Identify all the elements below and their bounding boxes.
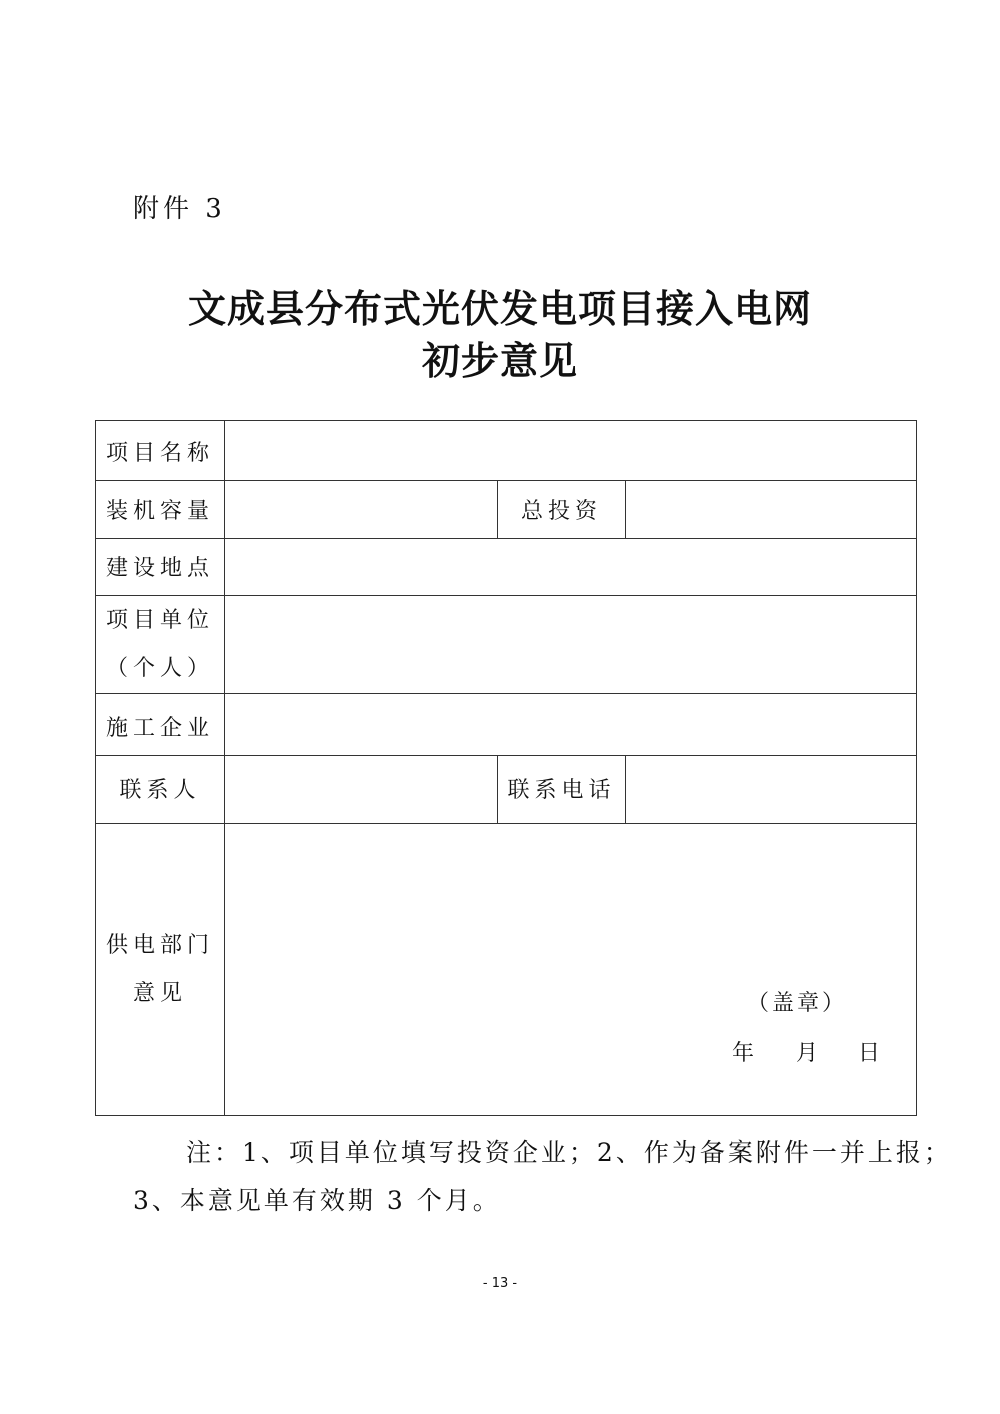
- capacity-label: 装机容量: [96, 481, 225, 539]
- note-line-1: 注：1、项目单位填写投资企业；2、作为备案附件一并上报；: [186, 1138, 952, 1167]
- total-investment-label: 总投资: [498, 481, 626, 539]
- date-line: [732, 1036, 880, 1067]
- document-subtitle: 初步意见: [421, 339, 578, 383]
- project-name-label: 项目名称: [96, 421, 225, 481]
- contact-person-label: 联系人: [96, 756, 225, 824]
- project-unit-field[interactable]: [225, 596, 917, 694]
- project-name-field[interactable]: [225, 421, 917, 481]
- note-line-2: 3、本意见单有效期 3 个月。: [133, 1186, 501, 1215]
- opinion-field[interactable]: [225, 824, 917, 1116]
- row-contact: [96, 756, 917, 824]
- opinion-label-line2: 意见: [132, 980, 187, 1006]
- total-investment-field[interactable]: [626, 481, 917, 539]
- capacity-field[interactable]: [225, 481, 498, 539]
- contact-phone-field[interactable]: [626, 756, 917, 824]
- location-field[interactable]: [225, 539, 917, 596]
- date-day: 日: [858, 1041, 881, 1066]
- contact-phone-label: 联系电话: [498, 756, 626, 824]
- page-number: - 13 -: [482, 1276, 518, 1291]
- row-opinion: [96, 824, 917, 1116]
- date-year: 年: [732, 1041, 755, 1066]
- date-month: 月: [796, 1041, 819, 1066]
- row-capacity: [96, 481, 917, 539]
- row-project-name: [96, 421, 917, 481]
- contractor-field[interactable]: [225, 694, 917, 756]
- seal-text: （盖章）: [747, 991, 848, 1016]
- opinion-label: [96, 824, 225, 1116]
- attachment-label: 附件 3: [133, 194, 226, 224]
- project-unit-label-line1: 项目单位: [105, 607, 214, 633]
- row-project-unit: [96, 596, 917, 694]
- project-unit-label: [96, 596, 225, 694]
- location-label: 建设地点: [96, 539, 225, 596]
- application-form-table: [95, 420, 917, 1116]
- document-title: 文成县分布式光伏发电项目接入电网: [187, 287, 812, 331]
- opinion-label-line1: 供电部门: [105, 932, 214, 958]
- project-unit-label-line2: （个人）: [105, 655, 214, 681]
- contractor-label: 施工企业: [96, 694, 225, 756]
- row-location: [96, 539, 917, 596]
- row-contractor: [96, 694, 917, 756]
- contact-person-field[interactable]: [225, 756, 498, 824]
